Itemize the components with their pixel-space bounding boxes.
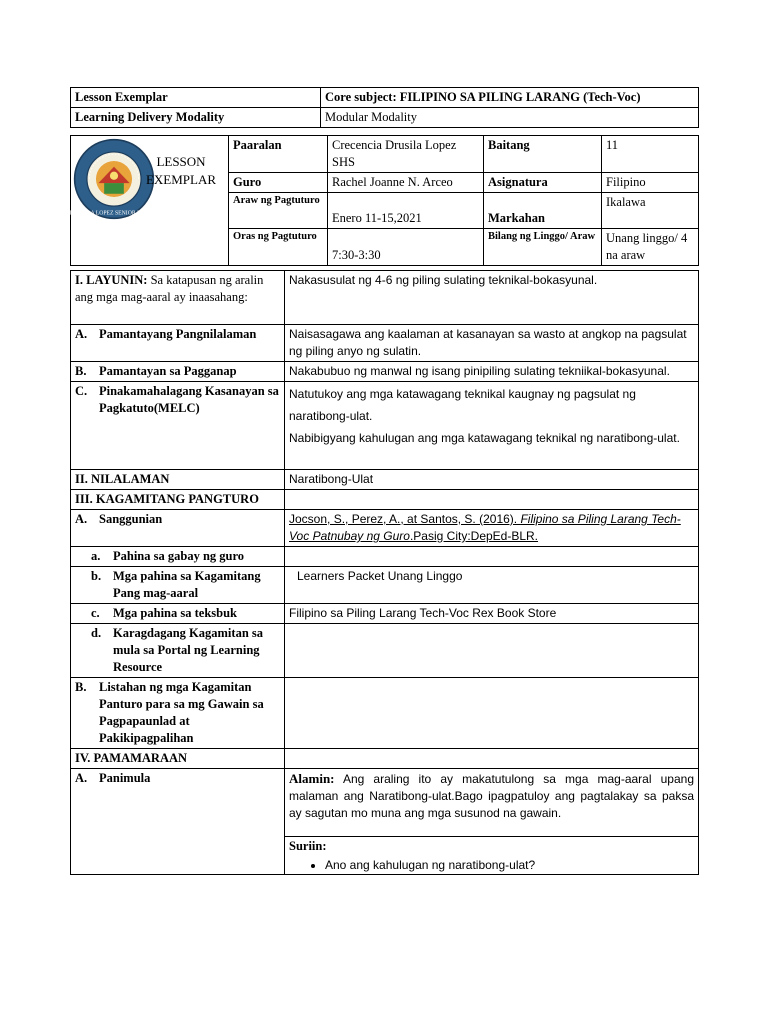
layunin-cell xyxy=(71,271,285,325)
portal-label: Karagdagang Kagamitan sa mula sa Portal ng Learning Resource xyxy=(113,626,264,674)
panimula-cell xyxy=(71,769,285,875)
teksbuk-cell xyxy=(71,604,285,624)
panimula-letter: A. xyxy=(75,771,88,785)
pamamaraan-label: IV. PAMAMARAAN xyxy=(71,749,285,769)
lesson-label-line1: LESSON xyxy=(156,154,206,169)
reference-publisher: .Pasig City:DepEd-BLR. xyxy=(409,529,539,543)
kagamitan-label: III. KAGAMITANG PANGTURO xyxy=(71,490,285,510)
sanggunian-cell xyxy=(71,510,285,547)
portal-letter: d. xyxy=(91,626,102,640)
gabay-cell xyxy=(71,547,285,567)
melc-value-cell xyxy=(285,382,699,470)
portal-value xyxy=(285,624,699,678)
teksbuk-letter: c. xyxy=(91,606,100,620)
alamin-cell xyxy=(285,769,699,837)
layunin-text: Sa katapusan ng aralin ang mga mag-aaral ay inaasahang: xyxy=(75,273,264,304)
pamantayang-letter: A. xyxy=(75,327,88,341)
listahan-label: Listahan ng mga Kagamitan Panturo para sa mg Gawain sa Pagpapaunlad at Pakikipagpalihan xyxy=(99,680,264,745)
teksbuk-value: Filipino sa Piling Larang Tech-Voc Rex Book Store xyxy=(285,604,699,624)
paaralan-value: Crecencia Drusila Lopez SHS xyxy=(328,136,484,173)
teksbuk-label: Mga pahina sa teksbuk xyxy=(113,606,237,620)
pagganap-label: Pamantayan sa Pagganap xyxy=(99,364,237,378)
melc-cell xyxy=(71,382,285,470)
araw-value: Enero 11-15,2021 xyxy=(328,193,484,229)
header-modality-label: Learning Delivery Modality xyxy=(71,108,321,128)
reference-authors: Jocson, S., Perez, A., at Santos, S. (2016). xyxy=(289,512,521,526)
pamantayang-value: Naisasagawa ang kaalaman at kasanayan sa wasto at angkop na pagsulat ng piling anyo ng sulatin. xyxy=(285,325,699,362)
suriin-list xyxy=(289,857,694,873)
kagamitang-pang-mag-aaral-value: Learners Packet Unang Linggo xyxy=(285,567,699,604)
listahan-cell xyxy=(71,678,285,749)
suriin-cell xyxy=(285,837,699,875)
markahan-value: Ikalawa xyxy=(602,193,699,229)
melc-label: Pinakamahalagang Kasanayan sa Pagkatuto(MELC) xyxy=(99,384,279,415)
araw-label: Araw ng Pagtuturo xyxy=(229,193,328,229)
oras-value: 7:30-3:30 xyxy=(328,229,484,266)
pamantayang-label: Pamantayang Pangnilalaman xyxy=(99,327,257,341)
gabay-letter: a. xyxy=(91,549,101,563)
listahan-value xyxy=(285,678,699,749)
asignatura-value: Filipino xyxy=(602,173,699,193)
sanggunian-value xyxy=(285,510,699,547)
bilang-value: Unang linggo/ 4 na araw xyxy=(602,229,699,266)
portal-cell xyxy=(71,624,285,678)
school-logo-cell xyxy=(36,136,229,266)
gabay-value xyxy=(285,547,699,567)
info-table xyxy=(36,135,699,266)
layunin-heading: I. LAYUNIN: xyxy=(75,273,148,287)
sanggunian-letter: A. xyxy=(75,512,88,526)
nilalaman-label: II. NILALAMAN xyxy=(71,470,285,490)
oras-label: Oras ng Pagtuturo xyxy=(229,229,328,266)
school-seal-text: CRECENCIA DRUSILA LOPEZ SENIOR HIGH SCHOOL · 2016 xyxy=(36,210,192,217)
main-table xyxy=(70,270,699,875)
kagamitan-value xyxy=(285,490,699,510)
suriin-item: • Ano ang kahulugan ng naratibong-ulat? xyxy=(325,857,694,873)
paaralan-label: Paaralan xyxy=(229,136,328,173)
asignatura-label: Asignatura xyxy=(484,173,602,193)
pagganap-value: Nakabubuo ng manwal ng isang pinipiling sulating tekniikal-bokasyunal. xyxy=(285,362,699,382)
melc-letter: C. xyxy=(75,384,88,398)
sanggunian-label: Sanggunian xyxy=(99,512,163,526)
pagganap-letter: B. xyxy=(75,364,87,378)
reference-title: Filipino sa Piling Larang Tech-Voc Patnubay ng Guro xyxy=(289,512,681,543)
header-modality-value: Modular Modality xyxy=(321,108,699,128)
suriin-label: Suriin: xyxy=(289,839,327,853)
listahan-letter: B. xyxy=(75,680,87,694)
melc-value-2: Nabibigyang kahulugan ang mga katawagang teknikal ng naratibong-ulat. xyxy=(289,431,680,445)
lesson-label-line2: EXEMPLAR xyxy=(145,172,217,187)
guro-value: Rachel Joanne N. Arceo xyxy=(328,173,484,193)
markahan-label: Markahan xyxy=(484,193,602,229)
kagamitang-pang-mag-aaral-letter: b. xyxy=(91,569,102,583)
kagamitang-pang-mag-aaral-label: Mga pahina sa Kagamitang Pang mag-aaral xyxy=(113,569,261,600)
kagamitang-pang-mag-aaral-cell xyxy=(71,567,285,604)
pamamaraan-value xyxy=(285,749,699,769)
bilang-label: Bilang ng Linggo/ Araw xyxy=(484,229,602,266)
melc-value-1: Natutukoy ang mga katawagang teknikal kaugnay ng pagsulat ng naratibong-ulat. xyxy=(289,387,636,423)
layunin-value: Nakasusulat ng 4-6 ng piling sulating teknikal-bokasyunal. xyxy=(285,271,699,325)
pagganap-cell xyxy=(71,362,285,382)
pamantayang-cell xyxy=(71,325,285,362)
guro-label: Guro xyxy=(229,173,328,193)
panimula-label: Panimula xyxy=(99,771,151,785)
nilalaman-value: Naratibong-Ulat xyxy=(285,470,699,490)
gabay-label: Pahina sa gabay ng guro xyxy=(113,549,245,563)
alamin-text: Ang araling ito ay makatutulong sa mga mag-aaral upang malaman ang Naratibong-ulat.Bago ipagpatuloy ang pagtalakay sa paksa ay sagutan mo muna ang mga susunod na gawain. xyxy=(289,772,694,820)
header-lesson-exemplar: Lesson Exemplar xyxy=(71,88,321,108)
header-core-subject: Core subject: FILIPINO SA PILING LARANG (Tech-Voc) xyxy=(321,88,699,108)
header-table xyxy=(70,87,699,128)
alamin-label: Alamin: xyxy=(289,771,335,786)
baitang-label: Baitang xyxy=(484,136,602,173)
baitang-value: 11 xyxy=(602,136,699,173)
